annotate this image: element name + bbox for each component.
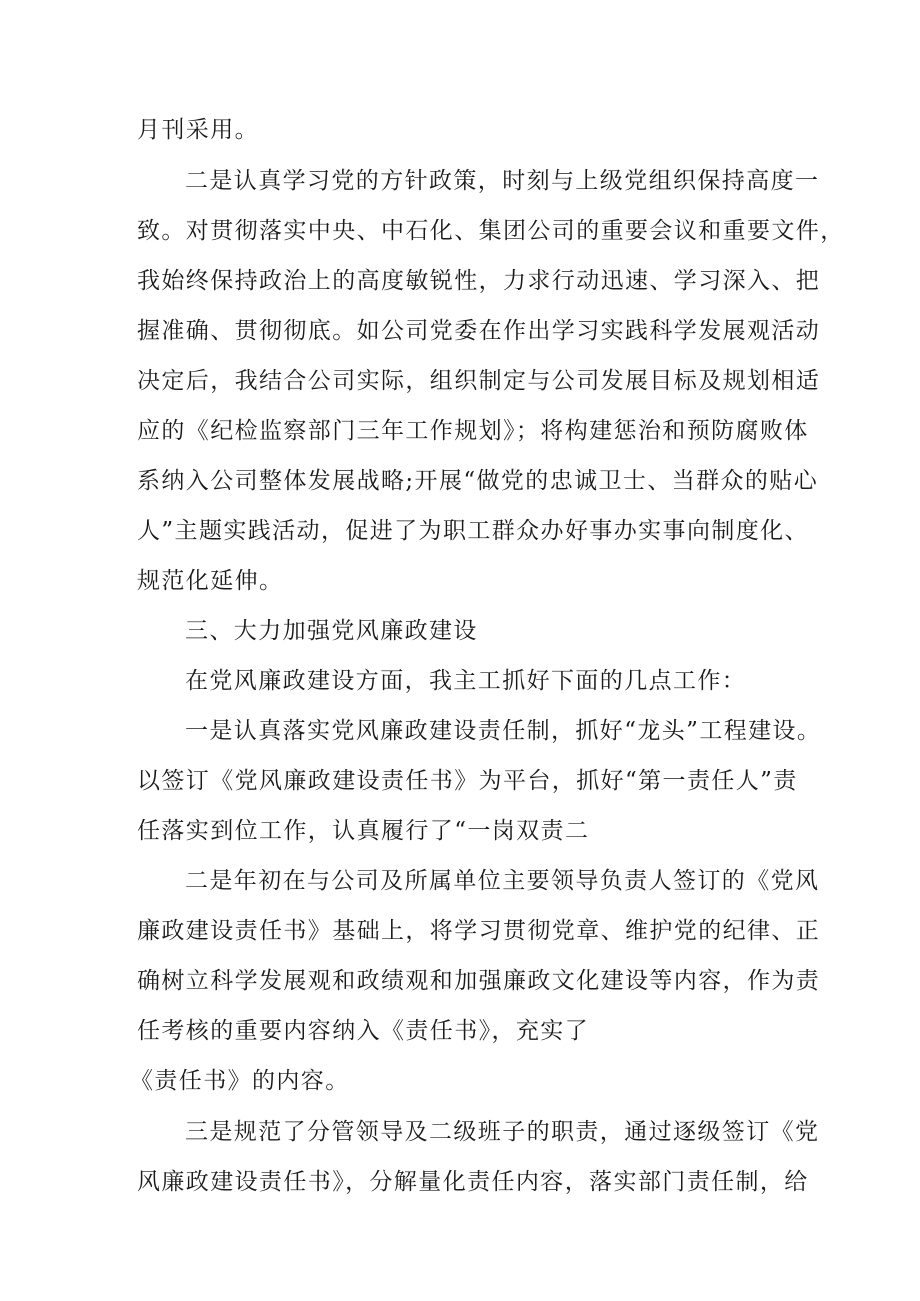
text-line: 《责任书》的内容。 — [130, 1068, 350, 1094]
text-line: 系纳入公司整体发展战略;开展“做党的忠诚卫士、当群众的贴心 — [137, 468, 819, 494]
text-line: 月刊采用。 — [137, 117, 259, 143]
section-heading: 三、大力加强党风廉政建设 — [185, 618, 478, 644]
paragraph-first-line: 一是认真落实党风廉政建设责任制，抓好“龙头”工程建设。 — [185, 718, 822, 744]
text-line: 确树立科学发展观和政绩观和加强廉政文化建设等内容，作为责 — [137, 968, 821, 994]
paragraph-first-line: 二是年初在与公司及所属单位主要领导负责人签订的《党风 — [185, 868, 820, 894]
text-line: 握准确、贯彻彻底。如公司党委在作出学习实践科学发展观活动 — [137, 318, 821, 344]
text-line: 我始终保持政治上的高度敏锐性，力求行动迅速、学习深入、把 — [137, 268, 821, 294]
text-line: 决定后，我结合公司实际，组织制定与公司发展目标及规划相适 — [137, 368, 821, 394]
paragraph-first-line: 三是规范了分管领导及二级班子的职责，通过逐级签订《党 — [185, 1119, 820, 1145]
text-line: 风廉政建设责任书》，分解量化责任内容，落实部门责任制，给 — [137, 1169, 809, 1195]
text-line: 规范化延伸。 — [137, 568, 284, 594]
text-line: 人”主题实践活动，促进了为职工群众办好事办实事向制度化、 — [137, 518, 809, 544]
text-line: 以签订《党风廉政建设责任书》为平台，抓好“第一责任人”责 — [137, 768, 798, 794]
paragraph-first-line: 二是认真学习党的方针政策，时刻与上级党组织保持高度一 — [185, 168, 820, 194]
text-line: 应的《纪检监察部门三年工作规划》；将构建惩治和预防腐败体 — [137, 418, 809, 444]
paragraph-first-line: 在党风廉政建设方面，我主工抓好下面的几点工作： — [185, 668, 747, 694]
text-line: 任落实到位工作，认真履行了“一岗双责二 — [137, 818, 590, 844]
text-line: 任考核的重要内容纳入《责任书》，充实了 — [137, 1018, 590, 1044]
text-line: 致。对贯彻落实中央、中石化、集团公司的重要会议和重要文件， — [137, 218, 845, 244]
text-line: 廉政建设责任书》基础上，将学习贯彻党章、维护党的纪律、正 — [137, 918, 821, 944]
